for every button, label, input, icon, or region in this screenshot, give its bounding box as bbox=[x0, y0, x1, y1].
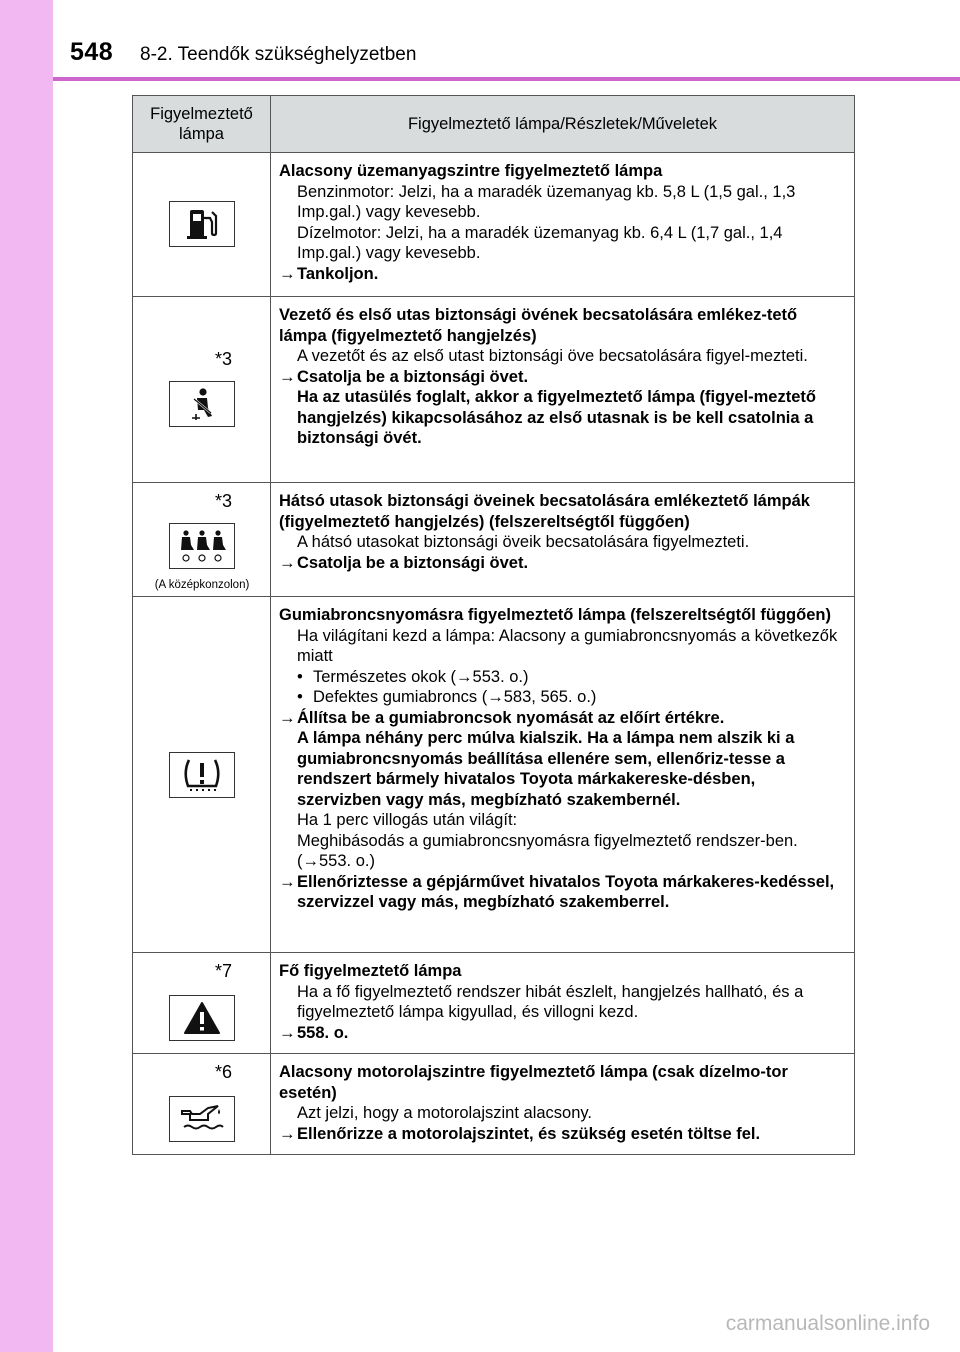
row-action-detail: A lámpa néhány perc múlva kialszik. Ha a lámpa nem alszik ki a gumiabroncsnyomás beállítása ellenére sem, ellenőriz-tesse a rendszert bármely hivatalos Toyota márkakereske-désben, szervizben vagy más, megbízható szakembernél. bbox=[297, 729, 795, 809]
details-cell bbox=[271, 483, 855, 597]
row-line: Azt jelzi, hogy a motorolajszint alacsony. bbox=[297, 1104, 592, 1122]
row-action-detail: Ha az utasülés foglalt, akkor a figyelmeztető lámpa (figyel-meztető hangjelzés) kikapcsolásához az első utasnak is be kell csatolnia a biztonsági övét. bbox=[297, 388, 816, 447]
bullet-icon: • bbox=[297, 667, 303, 686]
table-row bbox=[133, 153, 855, 297]
row-line: Ha világítani kezd a lámpa: Alacsony a gumiabroncsnyomás a következők miatt bbox=[297, 626, 838, 665]
arrow-icon: → bbox=[279, 264, 296, 283]
footnote-marker: *3 bbox=[215, 491, 233, 511]
header-lamp: Figyelmeztető lámpa bbox=[133, 96, 271, 153]
table-row bbox=[133, 483, 855, 597]
icon-cell bbox=[133, 297, 271, 483]
row-action: Ellenőrizze a motorolajszintet, és szükség esetén töltse fel. bbox=[297, 1124, 761, 1143]
row-line: A vezetőt és az első utast biztonsági öve becsatolására figyel-mezteti. bbox=[297, 347, 808, 365]
bullet-item: Defektes gumiabroncs (→583, 565. o.) bbox=[313, 688, 597, 706]
tire-pressure-icon bbox=[169, 752, 235, 798]
row-action: Ellenőriztesse a gépjárművet hivatalos Toyota márkakeres-kedéssel, szervizzel vagy más, megbízható szakemberrel. bbox=[297, 872, 835, 911]
table-row bbox=[133, 597, 855, 953]
footnote-marker: *3 bbox=[215, 349, 233, 369]
footnote-marker: *6 bbox=[215, 1062, 233, 1082]
icon-caption: (A középkonzolon) bbox=[154, 579, 250, 591]
row-title: Fő figyelmeztető lámpa bbox=[279, 962, 462, 980]
row-line: Ha 1 perc villogás után világít: bbox=[297, 811, 518, 829]
icon-cell bbox=[133, 597, 271, 953]
row-title: Hátsó utasok biztonsági öveinek becsatolására emlékeztető lámpák (figyelmeztető hangjelzés) (felszereltségtől függően) bbox=[279, 492, 810, 531]
row-action: Állítsa be a gumiabroncsok nyomását az előírt értékre. bbox=[297, 708, 725, 727]
row-line: A hátsó utasokat biztonsági öveik becsatolására figyelmezteti. bbox=[297, 533, 750, 551]
details-cell bbox=[271, 1054, 855, 1155]
details-cell bbox=[271, 153, 855, 297]
header-rule bbox=[53, 77, 960, 81]
section-title: 8-2. Teendők szükséghelyzetben bbox=[140, 44, 417, 65]
footnote-marker: *7 bbox=[215, 961, 233, 981]
details-cell bbox=[271, 597, 855, 953]
row-line: Ha a fő figyelmeztető rendszer hibát észlelt, hangjelzés hallható, és a figyelmeztető lámpa kigyullad, és villogni kezd. bbox=[297, 982, 804, 1021]
row-title: Alacsony motorolajszintre figyelmeztető lámpa (csak dízelmo-tor esetén) bbox=[279, 1063, 788, 1102]
table-row bbox=[133, 953, 855, 1054]
row-action: Tankoljon. bbox=[297, 264, 379, 283]
bullet-item: Természetes okok (→553. o.) bbox=[313, 667, 529, 686]
details-cell bbox=[271, 297, 855, 483]
row-line: Benzinmotor: Jelzi, ha a maradék üzemanyag kb. 5,8 L (1,5 gal., 1,3 Imp.gal.) vagy kevesebb. bbox=[297, 182, 796, 221]
row-title: Vezető és első utas biztonsági övének becsatolására emlékez-tető lámpa (figyelmeztető hangjelzés) bbox=[279, 306, 798, 345]
table-header-row bbox=[133, 96, 855, 153]
oil-level-icon bbox=[169, 1096, 235, 1142]
icon-cell bbox=[133, 953, 271, 1054]
details-cell bbox=[271, 953, 855, 1054]
icon-cell bbox=[133, 483, 271, 597]
row-title: Alacsony üzemanyagszintre figyelmeztető lámpa bbox=[279, 162, 663, 180]
bullet-icon: • bbox=[297, 688, 303, 706]
row-action: Csatolja be a biztonsági övet. bbox=[297, 367, 529, 386]
header-details: Figyelmeztető lámpa/Részletek/Műveletek bbox=[271, 96, 855, 153]
arrow-icon: → bbox=[279, 1023, 296, 1042]
watermark: carmanualsonline.info bbox=[725, 1312, 930, 1335]
row-action: 558. o. bbox=[297, 1023, 349, 1042]
seatbelt-icon bbox=[169, 381, 235, 427]
arrow-icon: → bbox=[279, 367, 296, 386]
master-warning-icon bbox=[169, 995, 235, 1041]
row-title: Gumiabroncsnyomásra figyelmeztető lámpa (felszereltségtől függően) bbox=[279, 606, 831, 624]
arrow-icon: → bbox=[279, 1124, 296, 1143]
table-row bbox=[133, 1054, 855, 1155]
row-line: Meghibásodás a gumiabroncsnyomásra figyelmeztető rendszer-ben. (→553. o.) bbox=[297, 831, 798, 870]
table-row bbox=[133, 297, 855, 483]
fuel-pump-icon bbox=[169, 201, 235, 247]
rear-seatbelt-icon bbox=[169, 523, 235, 569]
arrow-icon: → bbox=[279, 708, 296, 727]
arrow-icon: → bbox=[279, 872, 296, 891]
side-tab-band bbox=[0, 0, 53, 1352]
page-number: 548 bbox=[70, 38, 114, 66]
row-action: Csatolja be a biztonsági övet. bbox=[297, 553, 529, 572]
icon-cell bbox=[133, 153, 271, 297]
arrow-icon: → bbox=[279, 553, 296, 572]
icon-cell bbox=[133, 1054, 271, 1155]
row-line: Dízelmotor: Jelzi, ha a maradék üzemanyag kb. 6,4 L (1,7 gal., 1,4 Imp.gal.) vagy kevesebb. bbox=[297, 223, 783, 262]
warning-lights-table bbox=[132, 95, 855, 1155]
